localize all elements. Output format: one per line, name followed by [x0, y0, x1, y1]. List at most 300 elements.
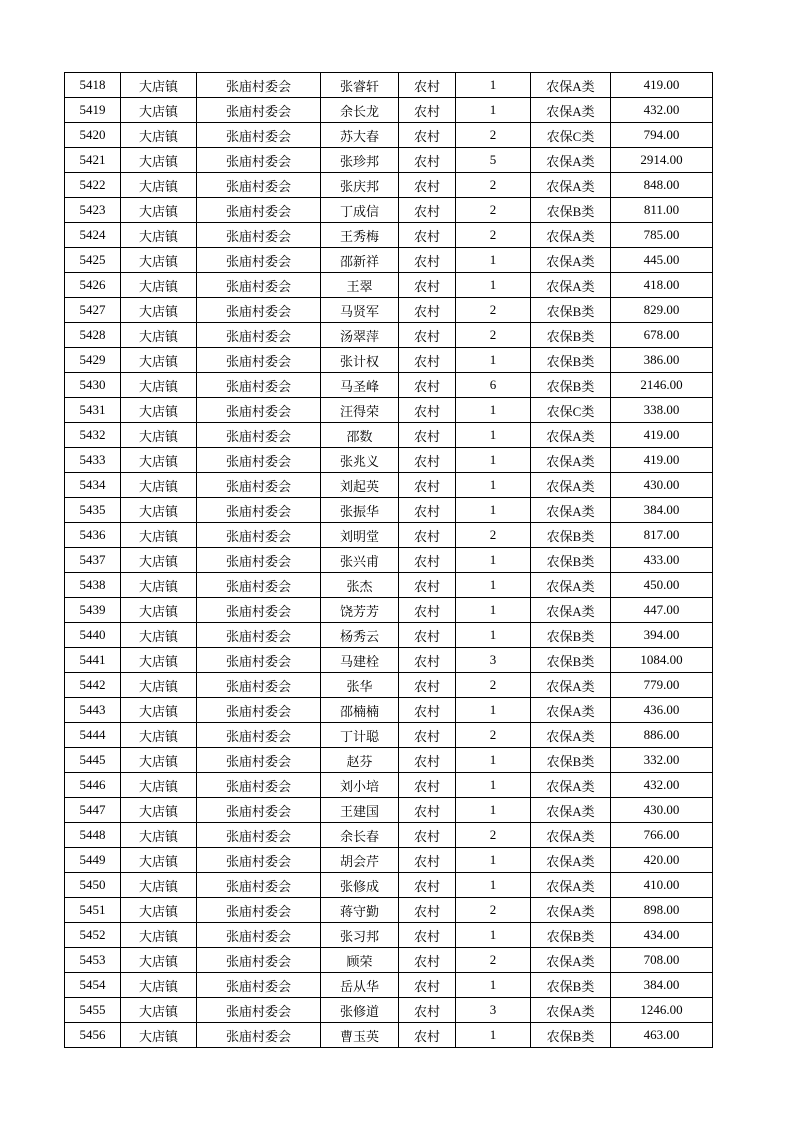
- cell-category: 农村: [399, 373, 456, 398]
- cell-id: 5446: [65, 773, 121, 798]
- cell-name: 邵数: [321, 423, 399, 448]
- cell-name: 丁计聪: [321, 723, 399, 748]
- cell-type: 农保A类: [531, 248, 611, 273]
- cell-category: 农村: [399, 298, 456, 323]
- cell-name: 曹玉英: [321, 1023, 399, 1048]
- table-row: [65, 848, 713, 873]
- cell-count: 3: [456, 648, 531, 673]
- cell-town: 大店镇: [121, 823, 197, 848]
- cell-village: 张庙村委会: [197, 173, 321, 198]
- cell-id: 5426: [65, 273, 121, 298]
- table-row: [65, 498, 713, 523]
- cell-type: 农保B类: [531, 198, 611, 223]
- cell-amount: 338.00: [611, 398, 713, 423]
- cell-town: 大店镇: [121, 648, 197, 673]
- cell-village: 张庙村委会: [197, 198, 321, 223]
- cell-id: 5453: [65, 948, 121, 973]
- cell-amount: 386.00: [611, 348, 713, 373]
- cell-village: 张庙村委会: [197, 648, 321, 673]
- cell-id: 5429: [65, 348, 121, 373]
- cell-town: 大店镇: [121, 398, 197, 423]
- cell-id: 5436: [65, 523, 121, 548]
- cell-name: 苏大春: [321, 123, 399, 148]
- cell-amount: 766.00: [611, 823, 713, 848]
- table-row: [65, 398, 713, 423]
- cell-type: 农保A类: [531, 148, 611, 173]
- cell-count: 2: [456, 173, 531, 198]
- cell-name: 余长龙: [321, 98, 399, 123]
- cell-count: 5: [456, 148, 531, 173]
- cell-amount: 463.00: [611, 1023, 713, 1048]
- cell-id: 5431: [65, 398, 121, 423]
- cell-name: 汤翠萍: [321, 323, 399, 348]
- cell-type: 农保A类: [531, 223, 611, 248]
- table-row: [65, 973, 713, 998]
- cell-name: 邵新祥: [321, 248, 399, 273]
- cell-town: 大店镇: [121, 598, 197, 623]
- cell-town: 大店镇: [121, 523, 197, 548]
- table-row: [65, 673, 713, 698]
- cell-town: 大店镇: [121, 323, 197, 348]
- table-row: [65, 148, 713, 173]
- cell-id: 5450: [65, 873, 121, 898]
- cell-amount: 420.00: [611, 848, 713, 873]
- cell-id: 5451: [65, 898, 121, 923]
- cell-name: 张习邦: [321, 923, 399, 948]
- cell-town: 大店镇: [121, 298, 197, 323]
- cell-amount: 817.00: [611, 523, 713, 548]
- cell-name: 赵芬: [321, 748, 399, 773]
- cell-village: 张庙村委会: [197, 73, 321, 98]
- cell-category: 农村: [399, 873, 456, 898]
- cell-village: 张庙村委会: [197, 598, 321, 623]
- cell-category: 农村: [399, 473, 456, 498]
- cell-name: 张兆义: [321, 448, 399, 473]
- cell-type: 农保A类: [531, 448, 611, 473]
- cell-amount: 419.00: [611, 423, 713, 448]
- cell-village: 张庙村委会: [197, 123, 321, 148]
- cell-count: 2: [456, 523, 531, 548]
- cell-village: 张庙村委会: [197, 673, 321, 698]
- cell-village: 张庙村委会: [197, 348, 321, 373]
- cell-name: 丁成信: [321, 198, 399, 223]
- cell-town: 大店镇: [121, 1023, 197, 1048]
- cell-town: 大店镇: [121, 573, 197, 598]
- cell-count: 2: [456, 123, 531, 148]
- cell-count: 1: [456, 248, 531, 273]
- cell-id: 5440: [65, 623, 121, 648]
- cell-type: 农保C类: [531, 123, 611, 148]
- cell-count: 1: [456, 748, 531, 773]
- cell-amount: 430.00: [611, 798, 713, 823]
- cell-amount: 829.00: [611, 298, 713, 323]
- cell-count: 1: [456, 923, 531, 948]
- cell-type: 农保A类: [531, 473, 611, 498]
- cell-amount: 1084.00: [611, 648, 713, 673]
- cell-id: 5447: [65, 798, 121, 823]
- cell-amount: 678.00: [611, 323, 713, 348]
- cell-town: 大店镇: [121, 73, 197, 98]
- cell-amount: 332.00: [611, 748, 713, 773]
- cell-id: 5425: [65, 248, 121, 273]
- cell-id: 5435: [65, 498, 121, 523]
- cell-name: 马建栓: [321, 648, 399, 673]
- cell-category: 农村: [399, 898, 456, 923]
- cell-type: 农保A类: [531, 873, 611, 898]
- cell-name: 张华: [321, 673, 399, 698]
- cell-amount: 898.00: [611, 898, 713, 923]
- table-row: [65, 73, 713, 98]
- cell-name: 马贤军: [321, 298, 399, 323]
- cell-type: 农保A类: [531, 498, 611, 523]
- cell-name: 邵楠楠: [321, 698, 399, 723]
- cell-type: 农保A类: [531, 98, 611, 123]
- cell-id: 5418: [65, 73, 121, 98]
- cell-category: 农村: [399, 523, 456, 548]
- cell-name: 张振华: [321, 498, 399, 523]
- cell-village: 张庙村委会: [197, 623, 321, 648]
- table-row: [65, 573, 713, 598]
- cell-type: 农保A类: [531, 773, 611, 798]
- cell-type: 农保A类: [531, 423, 611, 448]
- table-row: [65, 273, 713, 298]
- cell-amount: 384.00: [611, 973, 713, 998]
- cell-amount: 2146.00: [611, 373, 713, 398]
- cell-count: 2: [456, 898, 531, 923]
- table-row: [65, 698, 713, 723]
- table-row: [65, 323, 713, 348]
- cell-village: 张庙村委会: [197, 823, 321, 848]
- cell-village: 张庙村委会: [197, 773, 321, 798]
- cell-id: 5428: [65, 323, 121, 348]
- cell-name: 王秀梅: [321, 223, 399, 248]
- cell-category: 农村: [399, 748, 456, 773]
- cell-amount: 410.00: [611, 873, 713, 898]
- cell-town: 大店镇: [121, 198, 197, 223]
- cell-town: 大店镇: [121, 223, 197, 248]
- table-row: [65, 348, 713, 373]
- table-row: [65, 448, 713, 473]
- cell-name: 蒋守勤: [321, 898, 399, 923]
- cell-type: 农保A类: [531, 898, 611, 923]
- cell-type: 农保A类: [531, 823, 611, 848]
- cell-name: 王翠: [321, 273, 399, 298]
- cell-town: 大店镇: [121, 498, 197, 523]
- cell-category: 农村: [399, 598, 456, 623]
- cell-amount: 848.00: [611, 173, 713, 198]
- cell-town: 大店镇: [121, 373, 197, 398]
- cell-town: 大店镇: [121, 848, 197, 873]
- cell-village: 张庙村委会: [197, 1023, 321, 1048]
- cell-village: 张庙村委会: [197, 723, 321, 748]
- cell-id: 5443: [65, 698, 121, 723]
- cell-village: 张庙村委会: [197, 848, 321, 873]
- cell-category: 农村: [399, 648, 456, 673]
- cell-id: 5444: [65, 723, 121, 748]
- cell-id: 5454: [65, 973, 121, 998]
- cell-category: 农村: [399, 448, 456, 473]
- cell-category: 农村: [399, 698, 456, 723]
- cell-village: 张庙村委会: [197, 423, 321, 448]
- cell-name: 张庆邦: [321, 173, 399, 198]
- cell-amount: 450.00: [611, 573, 713, 598]
- cell-village: 张庙村委会: [197, 273, 321, 298]
- cell-type: 农保B类: [531, 1023, 611, 1048]
- cell-name: 汪得荣: [321, 398, 399, 423]
- cell-id: 5430: [65, 373, 121, 398]
- cell-count: 2: [456, 823, 531, 848]
- cell-count: 1: [456, 98, 531, 123]
- table-row: [65, 648, 713, 673]
- cell-village: 张庙村委会: [197, 973, 321, 998]
- cell-town: 大店镇: [121, 148, 197, 173]
- cell-type: 农保A类: [531, 673, 611, 698]
- cell-village: 张庙村委会: [197, 448, 321, 473]
- cell-category: 农村: [399, 798, 456, 823]
- cell-id: 5434: [65, 473, 121, 498]
- table-row: [65, 773, 713, 798]
- cell-category: 农村: [399, 348, 456, 373]
- cell-category: 农村: [399, 423, 456, 448]
- cell-name: 饶芳芳: [321, 598, 399, 623]
- cell-category: 农村: [399, 248, 456, 273]
- cell-type: 农保B类: [531, 648, 611, 673]
- cell-type: 农保A类: [531, 998, 611, 1023]
- cell-id: 5448: [65, 823, 121, 848]
- cell-category: 农村: [399, 123, 456, 148]
- cell-name: 胡会芹: [321, 848, 399, 873]
- cell-type: 农保B类: [531, 748, 611, 773]
- cell-id: 5449: [65, 848, 121, 873]
- cell-amount: 394.00: [611, 623, 713, 648]
- cell-village: 张庙村委会: [197, 698, 321, 723]
- cell-id: 5441: [65, 648, 121, 673]
- cell-id: 5456: [65, 1023, 121, 1048]
- cell-count: 1: [456, 873, 531, 898]
- cell-count: 1: [456, 1023, 531, 1048]
- subsidy-table: [64, 72, 713, 1048]
- cell-type: 农保B类: [531, 373, 611, 398]
- cell-village: 张庙村委会: [197, 298, 321, 323]
- cell-category: 农村: [399, 823, 456, 848]
- cell-village: 张庙村委会: [197, 948, 321, 973]
- cell-village: 张庙村委会: [197, 998, 321, 1023]
- cell-town: 大店镇: [121, 448, 197, 473]
- cell-type: 农保B类: [531, 323, 611, 348]
- cell-name: 顾荣: [321, 948, 399, 973]
- cell-category: 农村: [399, 848, 456, 873]
- cell-id: 5438: [65, 573, 121, 598]
- cell-village: 张庙村委会: [197, 873, 321, 898]
- table-row: [65, 723, 713, 748]
- cell-village: 张庙村委会: [197, 523, 321, 548]
- cell-town: 大店镇: [121, 773, 197, 798]
- cell-type: 农保A类: [531, 73, 611, 98]
- cell-town: 大店镇: [121, 998, 197, 1023]
- cell-town: 大店镇: [121, 698, 197, 723]
- cell-type: 农保A类: [531, 698, 611, 723]
- cell-category: 农村: [399, 548, 456, 573]
- cell-count: 1: [456, 798, 531, 823]
- cell-count: 1: [456, 573, 531, 598]
- cell-name: 张兴甫: [321, 548, 399, 573]
- cell-id: 5442: [65, 673, 121, 698]
- cell-type: 农保A类: [531, 273, 611, 298]
- cell-town: 大店镇: [121, 873, 197, 898]
- cell-category: 农村: [399, 948, 456, 973]
- cell-name: 马圣峰: [321, 373, 399, 398]
- table-row: [65, 623, 713, 648]
- cell-amount: 447.00: [611, 598, 713, 623]
- table-row: [65, 548, 713, 573]
- cell-count: 1: [456, 548, 531, 573]
- cell-id: 5427: [65, 298, 121, 323]
- cell-town: 大店镇: [121, 898, 197, 923]
- cell-id: 5439: [65, 598, 121, 623]
- cell-id: 5423: [65, 198, 121, 223]
- table-row: [65, 948, 713, 973]
- cell-type: 农保B类: [531, 623, 611, 648]
- cell-name: 张睿轩: [321, 73, 399, 98]
- cell-village: 张庙村委会: [197, 748, 321, 773]
- cell-town: 大店镇: [121, 623, 197, 648]
- cell-id: 5433: [65, 448, 121, 473]
- cell-category: 农村: [399, 498, 456, 523]
- cell-name: 张修道: [321, 998, 399, 1023]
- cell-town: 大店镇: [121, 273, 197, 298]
- table-row: [65, 523, 713, 548]
- cell-amount: 779.00: [611, 673, 713, 698]
- cell-type: 农保A类: [531, 173, 611, 198]
- cell-town: 大店镇: [121, 948, 197, 973]
- cell-amount: 432.00: [611, 98, 713, 123]
- cell-name: 余长春: [321, 823, 399, 848]
- cell-id: 5452: [65, 923, 121, 948]
- cell-amount: 1246.00: [611, 998, 713, 1023]
- cell-amount: 418.00: [611, 273, 713, 298]
- cell-name: 杨秀云: [321, 623, 399, 648]
- cell-category: 农村: [399, 923, 456, 948]
- cell-count: 3: [456, 998, 531, 1023]
- cell-town: 大店镇: [121, 923, 197, 948]
- cell-count: 1: [456, 423, 531, 448]
- cell-town: 大店镇: [121, 748, 197, 773]
- cell-amount: 708.00: [611, 948, 713, 973]
- cell-amount: 436.00: [611, 698, 713, 723]
- cell-count: 1: [456, 398, 531, 423]
- cell-amount: 445.00: [611, 248, 713, 273]
- cell-category: 农村: [399, 198, 456, 223]
- cell-village: 张庙村委会: [197, 473, 321, 498]
- cell-category: 农村: [399, 323, 456, 348]
- table-row: [65, 923, 713, 948]
- cell-amount: 811.00: [611, 198, 713, 223]
- cell-name: 刘明堂: [321, 523, 399, 548]
- cell-count: 1: [456, 473, 531, 498]
- cell-amount: 434.00: [611, 923, 713, 948]
- cell-type: 农保B类: [531, 923, 611, 948]
- cell-name: 王建国: [321, 798, 399, 823]
- cell-category: 农村: [399, 973, 456, 998]
- cell-town: 大店镇: [121, 673, 197, 698]
- cell-category: 农村: [399, 723, 456, 748]
- table-row: [65, 473, 713, 498]
- cell-count: 1: [456, 273, 531, 298]
- cell-village: 张庙村委会: [197, 498, 321, 523]
- cell-village: 张庙村委会: [197, 148, 321, 173]
- cell-category: 农村: [399, 173, 456, 198]
- cell-town: 大店镇: [121, 98, 197, 123]
- cell-id: 5437: [65, 548, 121, 573]
- cell-type: 农保A类: [531, 798, 611, 823]
- cell-count: 2: [456, 198, 531, 223]
- cell-count: 1: [456, 598, 531, 623]
- cell-amount: 785.00: [611, 223, 713, 248]
- cell-count: 1: [456, 973, 531, 998]
- cell-type: 农保A类: [531, 948, 611, 973]
- cell-town: 大店镇: [121, 248, 197, 273]
- cell-id: 5420: [65, 123, 121, 148]
- cell-village: 张庙村委会: [197, 798, 321, 823]
- cell-type: 农保A类: [531, 723, 611, 748]
- cell-village: 张庙村委会: [197, 98, 321, 123]
- cell-amount: 419.00: [611, 73, 713, 98]
- cell-id: 5432: [65, 423, 121, 448]
- cell-category: 农村: [399, 273, 456, 298]
- table-row: [65, 298, 713, 323]
- cell-type: 农保B类: [531, 548, 611, 573]
- table-row: [65, 198, 713, 223]
- cell-village: 张庙村委会: [197, 248, 321, 273]
- cell-id: 5419: [65, 98, 121, 123]
- cell-village: 张庙村委会: [197, 573, 321, 598]
- cell-count: 6: [456, 373, 531, 398]
- cell-count: 2: [456, 323, 531, 348]
- cell-category: 农村: [399, 623, 456, 648]
- table-row: [65, 173, 713, 198]
- cell-id: 5445: [65, 748, 121, 773]
- cell-town: 大店镇: [121, 423, 197, 448]
- cell-type: 农保A类: [531, 573, 611, 598]
- cell-count: 2: [456, 298, 531, 323]
- cell-count: 1: [456, 848, 531, 873]
- table-row: [65, 748, 713, 773]
- cell-category: 农村: [399, 773, 456, 798]
- cell-count: 1: [456, 623, 531, 648]
- cell-amount: 2914.00: [611, 148, 713, 173]
- cell-town: 大店镇: [121, 723, 197, 748]
- cell-town: 大店镇: [121, 123, 197, 148]
- table-row: [65, 373, 713, 398]
- table-row: [65, 248, 713, 273]
- cell-category: 农村: [399, 573, 456, 598]
- cell-category: 农村: [399, 998, 456, 1023]
- cell-amount: 384.00: [611, 498, 713, 523]
- table-row: [65, 223, 713, 248]
- cell-category: 农村: [399, 398, 456, 423]
- table-row: [65, 798, 713, 823]
- cell-village: 张庙村委会: [197, 223, 321, 248]
- cell-type: 农保B类: [531, 523, 611, 548]
- cell-name: 张杰: [321, 573, 399, 598]
- cell-town: 大店镇: [121, 973, 197, 998]
- cell-amount: 430.00: [611, 473, 713, 498]
- cell-amount: 432.00: [611, 773, 713, 798]
- cell-name: 张珍邦: [321, 148, 399, 173]
- cell-category: 农村: [399, 98, 456, 123]
- cell-village: 张庙村委会: [197, 323, 321, 348]
- cell-town: 大店镇: [121, 348, 197, 373]
